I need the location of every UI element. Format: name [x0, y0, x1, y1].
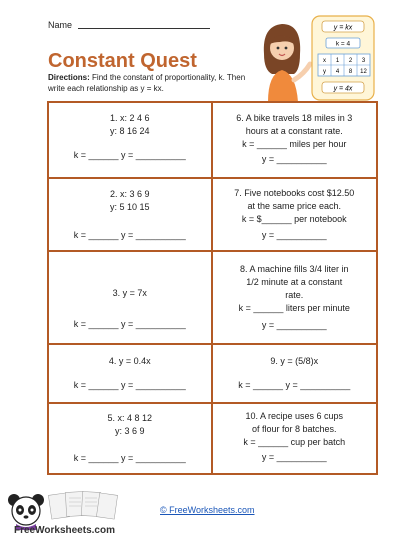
problem-4: [49, 345, 213, 404]
problem-10-answer[interactable]: y = __________: [261, 452, 327, 462]
problem-1-line-1: 1. x: 2 4 6: [109, 113, 150, 123]
table-x-2: 2: [348, 58, 353, 64]
problem-2-answer[interactable]: k = ______ y = __________: [73, 230, 186, 240]
problem-8-line-1: 8. A machine fills 3/4 liter in: [239, 264, 349, 274]
name-line[interactable]: [78, 28, 210, 29]
logo-text: FreeWorksheets.com: [14, 525, 115, 536]
name-field: [48, 20, 210, 30]
footer-link[interactable]: © FreeWorksheets.com: [160, 505, 255, 515]
problem-5-answer[interactable]: k = ______ y = __________: [73, 453, 186, 463]
problem-10: [213, 404, 377, 473]
xy-table: [318, 54, 370, 76]
page-title: Constant Quest: [48, 50, 197, 72]
problem-5-line-2: y: 3 6 9: [114, 426, 145, 436]
problem-4-line-1: 4. y = 0.4x: [108, 356, 151, 366]
problem-3-line-1: 3. y = 7x: [112, 288, 147, 298]
problem-3-answer[interactable]: k = ______ y = __________: [73, 319, 186, 329]
problems-grid: [47, 101, 378, 475]
problem-5-line-1: 5. x: 4 8 12: [107, 413, 153, 423]
name-label: Name: [48, 20, 73, 30]
problem-8: [213, 252, 377, 345]
problem-8-line-2: 1/2 minute at a constant: [246, 277, 343, 287]
problem-9: [213, 345, 377, 404]
table-y-3: 12: [360, 69, 367, 75]
problem-1: [49, 103, 213, 179]
directions: [48, 72, 248, 94]
girl-illustration: [258, 14, 380, 102]
table-y-0: y: [323, 69, 326, 75]
directions-text: Find the constant of proportionality, k. Then write each relationship as y = kx.: [48, 73, 246, 93]
problem-6-line-1: 6. A bike travels 18 miles in 3: [236, 113, 353, 123]
problem-7: [213, 179, 377, 252]
bubble-k: k = 4: [335, 40, 351, 48]
problem-5: [49, 404, 213, 473]
table-x-0: x: [323, 58, 326, 64]
problem-6: [213, 103, 377, 179]
problem-7-line-1: 7. Five notebooks cost $12.50: [234, 188, 355, 198]
problem-7-answer[interactable]: y = __________: [261, 230, 327, 240]
freeworksheets-logo: [6, 490, 148, 536]
problem-7-line-3[interactable]: k = $______ per notebook: [241, 214, 347, 224]
bubble-equation: y = 4x: [333, 85, 353, 93]
directions-label: Directions:: [48, 73, 90, 82]
problem-9-line-1: 9. y = (5/8)x: [270, 356, 319, 366]
table-x-1: 1: [335, 58, 340, 64]
problem-8-line-4[interactable]: k = ______ liters per minute: [238, 303, 350, 313]
table-y-2: 8: [348, 69, 353, 75]
problem-10-line-3[interactable]: k = ______ cup per batch: [243, 437, 346, 447]
table-x-3: 3: [361, 58, 366, 64]
problem-2: [49, 179, 213, 252]
problem-2-line-2: y: 5 10 15: [109, 202, 150, 212]
problem-2-line-1: 2. x: 3 6 9: [109, 189, 150, 199]
problem-9-answer[interactable]: k = ______ y = __________: [238, 380, 351, 390]
problem-1-answer[interactable]: k = ______ y = __________: [73, 150, 186, 160]
problem-10-line-1: 10. A recipe uses 6 cups: [245, 411, 344, 421]
problem-4-answer[interactable]: k = ______ y = __________: [73, 380, 186, 390]
problem-6-line-2: hours at a constant rate.: [245, 126, 343, 136]
problem-10-line-2: of flour for 8 batches.: [251, 424, 337, 434]
problem-1-line-2: y: 8 16 24: [109, 126, 150, 136]
problem-3: [49, 252, 213, 345]
problem-8-answer[interactable]: y = __________: [261, 320, 327, 330]
problem-6-line-3[interactable]: k = ______ miles per hour: [242, 139, 347, 149]
problem-8-line-3: rate.: [285, 290, 304, 300]
bubble-formula: y = kx: [333, 24, 353, 32]
table-y-1: 4: [335, 69, 340, 75]
problem-6-answer[interactable]: y = __________: [261, 154, 327, 164]
problem-7-line-2: at the same price each.: [247, 201, 342, 211]
